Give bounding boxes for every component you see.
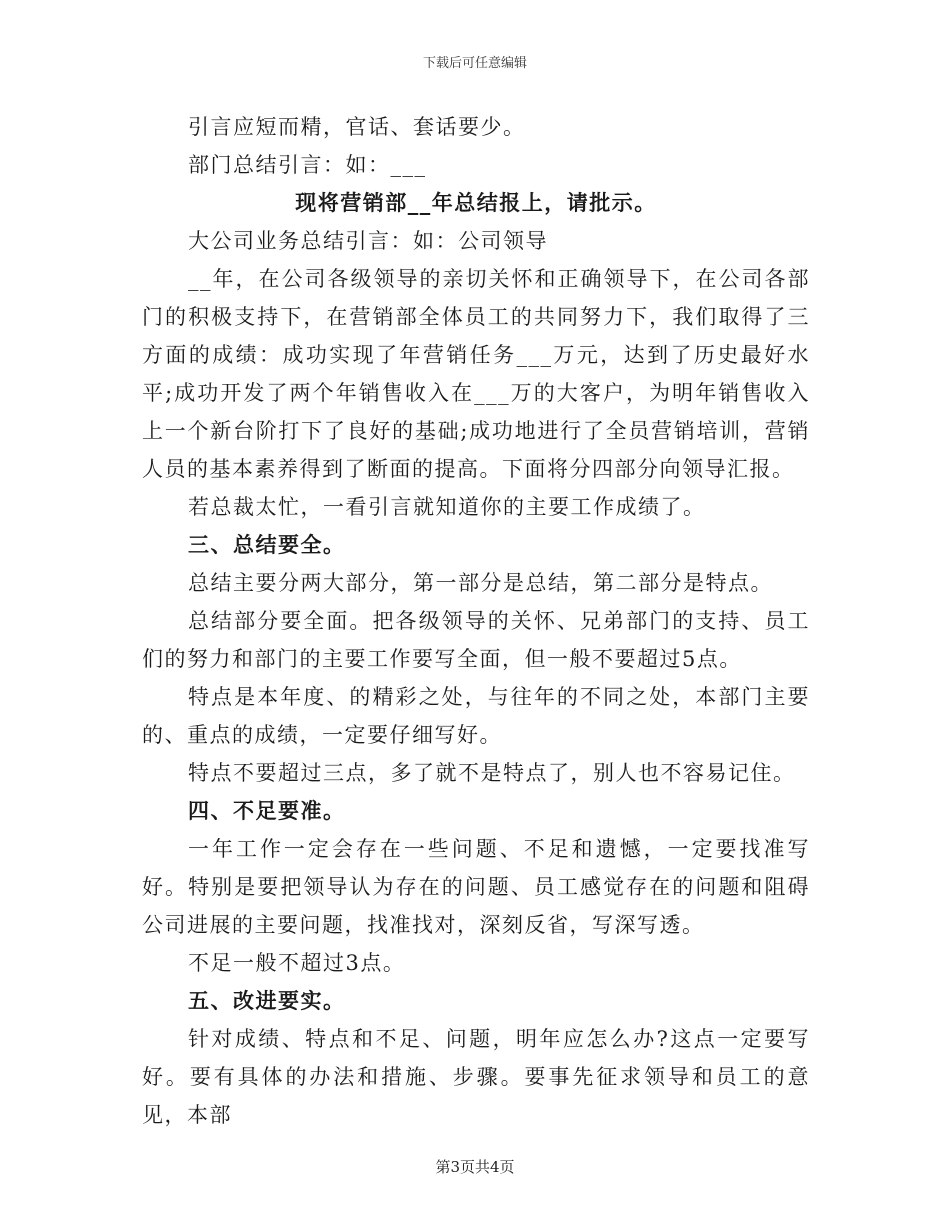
paragraph-dept-intro-example: 部门总结引言：如：___ (188, 153, 427, 177)
paragraph-summary-comprehensive: 总结部分要全面。把各级领导的关怀、兄弟部门的支持、员工们的努力和部门的主要工作要写全面，但一般不要超过5点。 (142, 609, 810, 671)
paragraph-shortcomings: 一年工作一定会存在一些问题、不足和遗憾，一定要找准写好。特别是要把领导认为存在的问题、员工感觉存在的问题和阻碍公司进展的主要问题，找准找对，深刻反省，写深写透。 (142, 837, 810, 937)
example-heading: 现将营销部__年总结报上，请批示。 (295, 190, 657, 215)
paragraph-features-limit: 特点不要超过三点，多了就不是特点了，别人也不容易记住。 (188, 761, 796, 785)
section-heading-3: 三、总结要全。 (188, 532, 346, 557)
paragraph-summary-parts: 总结主要分两大部分，第一部分是总结，第二部分是特点。 (188, 571, 773, 595)
paragraph-features: 特点是本年度、的精彩之处，与往年的不同之处，本部门主要的、重点的成绩，一定要仔细写好。 (142, 685, 810, 747)
paragraph-improvements: 针对成绩、特点和不足、问题，明年应怎么办?这点一定要写好。要有具体的办法和措施、步骤。要事先征求领导和员工的意见，本部 (142, 1027, 810, 1127)
paragraph-company-intro-example: 大公司业务总结引言：如：公司领导 (188, 229, 548, 253)
page-header: 下载后可任意编辑 (422, 56, 527, 71)
section-heading-4: 四、不足要准。 (188, 798, 346, 823)
paragraph-intro-brevity: 引言应短而精，官话、套话要少。 (188, 115, 526, 139)
paragraph-shortcomings-limit: 不足一般不超过3点。 (188, 951, 406, 975)
document-body (142, 108, 810, 1134)
paragraph-ceo-busy: 若总裁太忙，一看引言就知道你的主要工作成绩了。 (188, 495, 706, 519)
paragraph-example-body: __年，在公司各级领导的亲切关怀和正确领导下，在公司各部门的积极支持下，在营销部全体员工的共同努力下，我们取得了三方面的成绩：成功实现了年营销任务___万元，达到了历史最好水平;成功开发了两个年销售收入在___万的大客户，为明年销售收入上一个新台阶打下了良好的基础;成功地进行了全员营销培训，营销人员的基本素养得到了断面的提高。下面将分四部分向领导汇报。 (142, 267, 810, 481)
section-heading-5: 五、改进要实。 (188, 988, 346, 1013)
page-footer: 第3页共4页 (435, 1158, 515, 1176)
